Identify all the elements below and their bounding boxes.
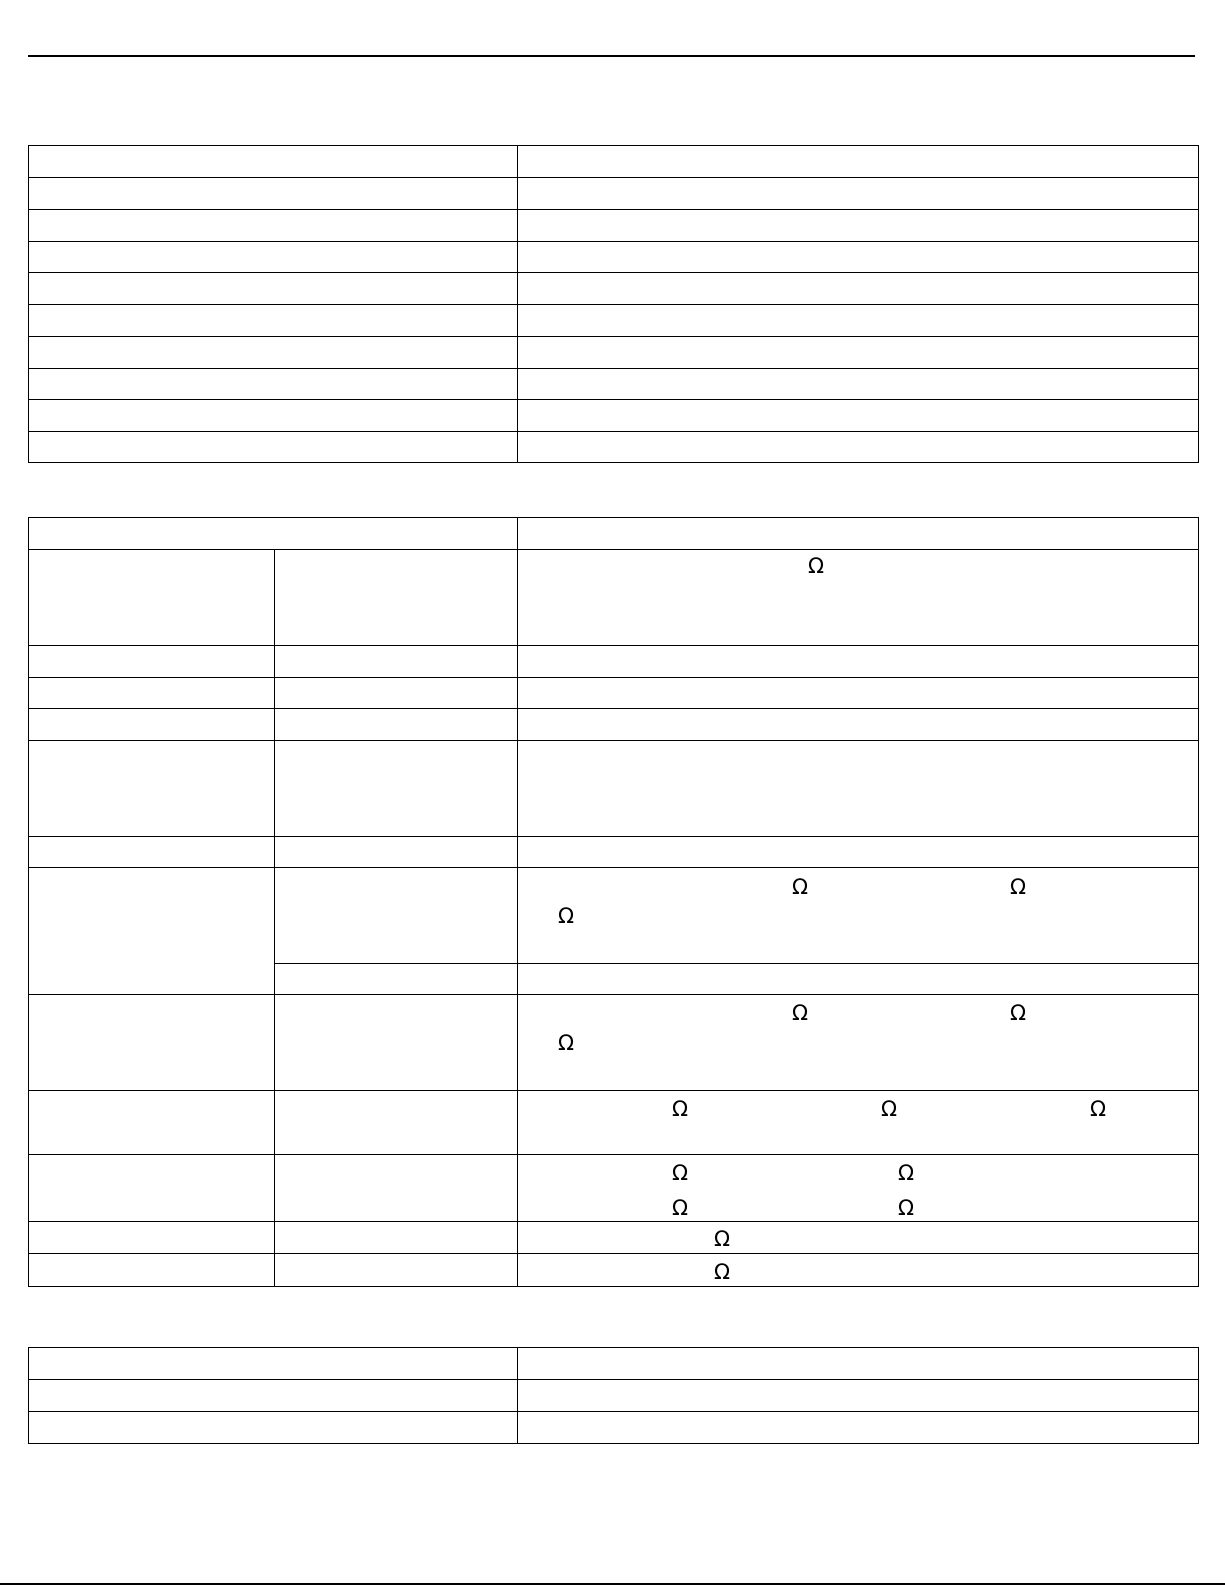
ohm-symbol: Ω bbox=[714, 1227, 731, 1251]
ohm-symbol: Ω bbox=[672, 1097, 689, 1121]
ohm-symbol: Ω bbox=[1010, 875, 1027, 899]
table-1-row-line bbox=[28, 336, 1199, 337]
ohm-symbol: Ω bbox=[898, 1196, 915, 1220]
table-2-row-line bbox=[28, 994, 1199, 995]
table-1-row-line bbox=[28, 431, 1199, 432]
table-3-border-bottom bbox=[28, 1443, 1199, 1444]
table-1-row-line bbox=[28, 304, 1199, 305]
table-2-border-left bbox=[28, 517, 29, 1287]
table-2-column-line bbox=[517, 517, 518, 1287]
table-1-row-line bbox=[28, 241, 1199, 242]
table-3-row-line bbox=[28, 1379, 1199, 1380]
ohm-symbol: Ω bbox=[881, 1097, 898, 1121]
ohm-symbol: Ω bbox=[792, 1001, 809, 1025]
table-3-border-top bbox=[28, 1347, 1199, 1348]
table-1-border-left bbox=[28, 145, 29, 463]
table-2-border-right bbox=[1198, 517, 1199, 1287]
ohm-symbol: Ω bbox=[1090, 1097, 1107, 1121]
table-1-border-top bbox=[28, 145, 1199, 146]
ohm-symbol: Ω bbox=[558, 904, 575, 928]
table-2-column-line bbox=[274, 549, 275, 1287]
table-3-row-line bbox=[28, 1411, 1199, 1412]
table-1-column-line bbox=[517, 145, 518, 463]
table-2-row-line bbox=[28, 1221, 1199, 1222]
table-2-border-top bbox=[28, 517, 1199, 518]
table-2-row-line bbox=[28, 708, 1199, 709]
table-3-column-line bbox=[517, 1347, 518, 1444]
table-1-row-line bbox=[28, 272, 1199, 273]
ohm-symbol: Ω bbox=[808, 554, 825, 578]
table-2-border-bottom bbox=[28, 1286, 1199, 1287]
table-2-row-line bbox=[274, 963, 1199, 964]
table-2-row-line bbox=[28, 549, 1199, 550]
table-2-row-line bbox=[28, 740, 1199, 741]
table-2-row-line bbox=[28, 677, 1199, 678]
header-rule bbox=[28, 55, 1195, 57]
table-2-row-line bbox=[28, 867, 1199, 868]
ohm-symbol: Ω bbox=[714, 1260, 731, 1284]
table-1-row-line bbox=[28, 399, 1199, 400]
ohm-symbol: Ω bbox=[1010, 1001, 1027, 1025]
ohm-symbol: Ω bbox=[558, 1031, 575, 1055]
table-1-row-line bbox=[28, 209, 1199, 210]
table-1-border-right bbox=[1198, 145, 1199, 463]
ohm-symbol: Ω bbox=[792, 875, 809, 899]
ohm-symbol: Ω bbox=[672, 1196, 689, 1220]
table-2-row-line bbox=[28, 1253, 1199, 1254]
table-2-row-line bbox=[28, 645, 1199, 646]
table-1-row-line bbox=[28, 177, 1199, 178]
table-2-row-line bbox=[28, 1090, 1199, 1091]
table-1-row-line bbox=[28, 368, 1199, 369]
table-1-border-bottom bbox=[28, 462, 1199, 463]
table-2-row-line bbox=[28, 1154, 1199, 1155]
ohm-symbol: Ω bbox=[898, 1161, 915, 1185]
table-3-border-left bbox=[28, 1347, 29, 1444]
table-2-row-line bbox=[28, 836, 1199, 837]
table-3-border-right bbox=[1198, 1347, 1199, 1444]
ohm-symbol: Ω bbox=[672, 1161, 689, 1185]
